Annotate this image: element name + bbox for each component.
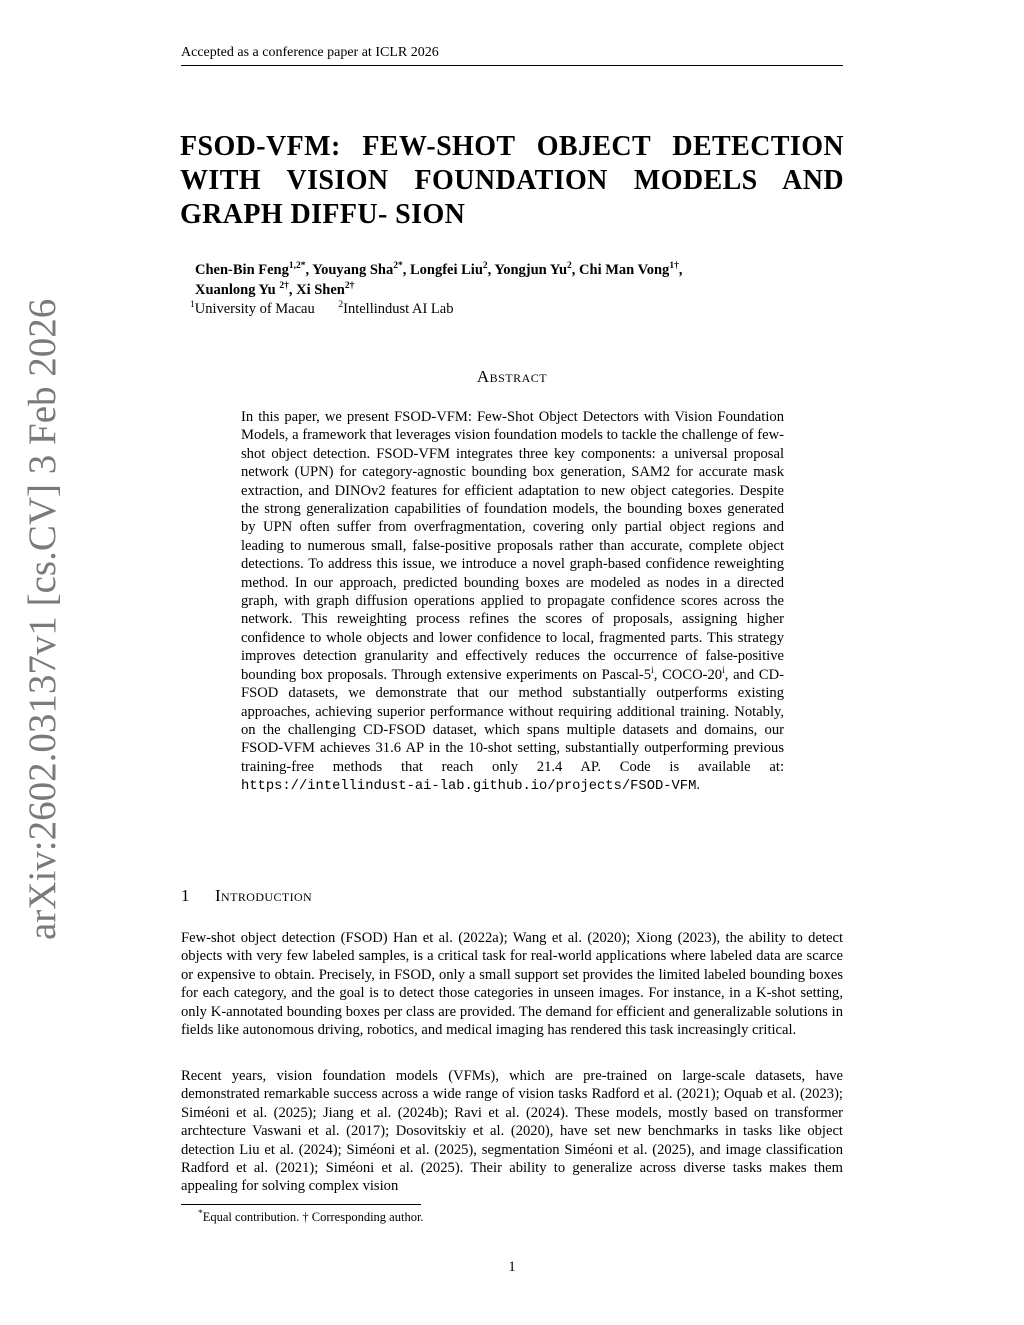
superscript-i: i: [722, 665, 725, 676]
footnote-text: Equal contribution. † Corresponding author.: [202, 1210, 424, 1224]
section-number: 1: [181, 886, 190, 905]
affiliation-name: University of Macau: [194, 301, 315, 317]
affiliation-mark: 1: [190, 300, 195, 311]
page-number: 1: [508, 1259, 516, 1275]
author-name: Youyang Sha: [312, 262, 394, 278]
author-mark: 2†: [344, 281, 355, 292]
author-name: Xuanlong Yu: [195, 282, 276, 298]
code-link[interactable]: https://intellindust-ai-lab.github.io/projects/FSOD-VFM: [241, 779, 697, 795]
abstract-text-mid: , COCO-20: [653, 666, 723, 683]
author-mark: 2: [482, 261, 488, 272]
abstract-text-start: In this paper, we present FSOD-VFM: Few-Shot Object Detectors with Vision Foundation Models, a framework that leverages vision foundation models to tackle the challenge of few-shot object detection. FSOD-VFM integrates three key components: a universal proposal network (UPN) for category-agnostic bounding box generation, SAM2 for accurate mask extraction, and DINOv2 features for efficient adaptation to new object categories. Despite the strong generalization capabilities of foundation models, the bounding boxes generated by UPN often suffer from overfragmentation, covering only partial object regions and leading to numerous small, false-positive proposals rather than accurate, complete object detections. To address this issue, we introduce a novel graph-based confidence reweighting method. In our approach, predicted bounding boxes are modeled as nodes in a directed graph, with graph diffusion operations applied to propagate confidence scores across the network. This reweighting process refines the scores of proposals, assigning higher confidence to whole objects and lower confidence to local, fragmented parts. This strategy improves detection granularity and effectively reduces the occurrence of false-positive bounding box proposals. Through extensive experiments on Pascal-5: [241, 409, 784, 683]
author-mark: 2: [567, 261, 572, 272]
footnote: [198, 1210, 424, 1225]
author-name: Chen-Bin Feng: [195, 262, 289, 278]
author-mark: 2*: [393, 261, 403, 272]
paper-title: FSOD-VFM: FEW-SHOT OBJECT DETECTION WITH VISION FOUNDATION MODELS AND GRAPH DIFFU- SION: [180, 131, 844, 230]
abstract-heading: Abstract: [476, 367, 548, 386]
abstract-body: [241, 408, 784, 797]
intro-paragraph-1: Few-shot object detection (FSOD) Han et al. (2022a); Wang et al. (2020); Xiong (2023), the ability to detect objects with very few labeled samples, is a critical task for real-world applications where labeled data are scarce or expensive to obtain. Precisely, in FSOD, only a small support set provides the limited labeled bounding boxes for each category, and the goal is to detect those categories in unseen images. For instance, in a K-shot setting, only K-annotated bounding boxes per class are provided. The demand for efficient and generalizable solutions in fields like autonomous driving, robotics, and medical imaging has rendered this task increasingly critical.: [181, 930, 843, 1039]
header-rule: [181, 65, 843, 66]
intro-paragraph-2: Recent years, vision foundation models (VFMs), which are pre-trained on large-scale datasets, have demonstrated remarkable success across a wide range of vision tasks Radford et al. (2021); Oquab et al. (2023); Siméoni et al. (2025); Jiang et al. (2024b); Ravi et al. (2024). These models, mostly based on transformer archtecture Vaswani et al. (2017); Dosovitskiy et al. (2020), have set new benchmarks in tasks like object detection Liu et al. (2024); Siméoni et al. (2025), segmentation Siméoni et al. (2025), and image classification Radford et al. (2021); Siméoni et al. (2025). Their ability to generalize across diverse tasks makes them appealing for solving complex vision: [181, 1068, 843, 1195]
abstract-period: .: [696, 777, 701, 794]
affiliation-mark: 2: [338, 300, 344, 311]
affiliation-2: [338, 301, 453, 317]
author-name: Yongjun Yu: [494, 262, 568, 278]
author-mark: 2†: [279, 281, 289, 292]
superscript-i: i: [651, 665, 654, 676]
footnote-rule: [181, 1204, 421, 1205]
abstract-text-end: , and CD-FSOD datasets, we demonstrate that our method substantially outperforms existing approaches, achieving superior performance without requiring additional training. Notably, on the challenging CD-FSOD dataset, which spans multiple datasets and domains, our FSOD-VFM achieves 31.6 AP in the 10-shot setting, substantially outperforming previous training-free methods that reach only 21.4 AP. Code is available at:: [241, 666, 784, 775]
affiliation-name: Intellindust AI Lab: [343, 301, 454, 317]
affiliation-1: [190, 301, 315, 317]
footnote-mark: *: [198, 1208, 203, 1219]
arxiv-identifier: arXiv:2602.03137v1 [cs.CV] 3 Feb 2026: [21, 298, 64, 940]
affiliations: [190, 299, 453, 319]
author-name: Longfei Liu: [409, 262, 483, 278]
section-title: Introduction: [215, 886, 313, 905]
conference-header: Accepted as a conference paper at ICLR 2026: [181, 45, 439, 60]
author-name: Chi Man Vong: [579, 262, 670, 278]
author-name: Xi Shen: [296, 282, 345, 298]
author-mark: 1,2*: [288, 261, 306, 272]
author-list: Chen-Bin Feng$^{1,2*}$, Youyang Sha$^{2*}$, Longfei Liu$^2$, Yongjun Yu$^2$, Chi Man Vong$^{1\dagger}$, Xuanlong Yu $^{2\dagger}$, Xi Shen$^{2\dagger}$: [195, 261, 683, 298]
section-heading: [181, 886, 312, 906]
author-mark: 1†: [669, 261, 679, 272]
